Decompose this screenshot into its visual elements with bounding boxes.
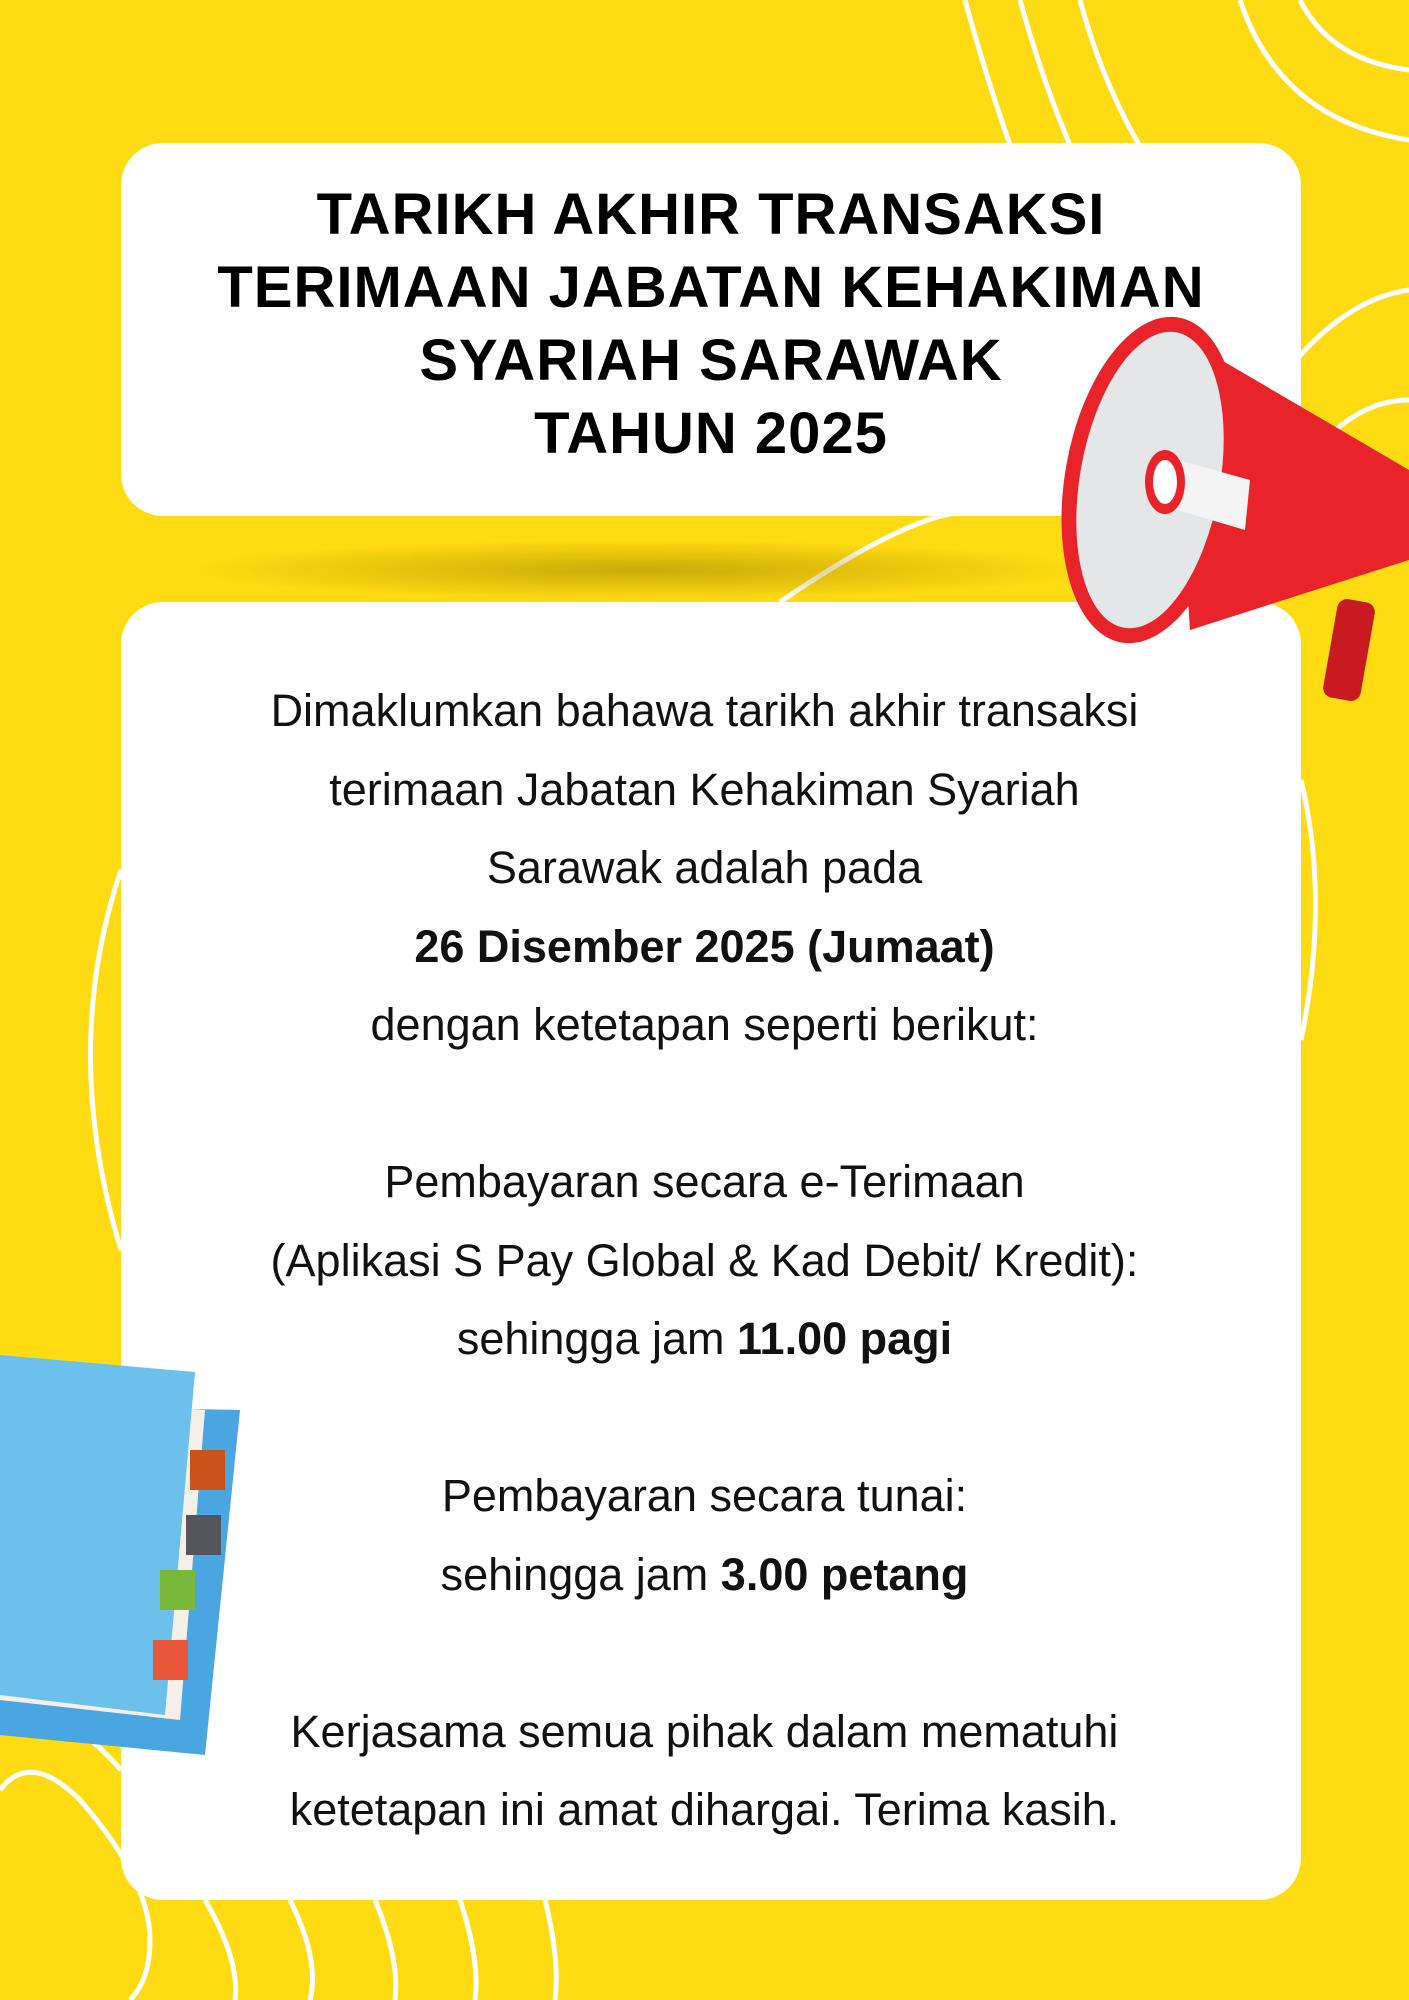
intro-line: Dimaklumkan bahawa tarikh akhir transaksi <box>270 685 1139 736</box>
title-line: TERIMAAN JABATAN KEHAKIMAN <box>217 255 1205 320</box>
intro-line: terimaan Jabatan Kehakiman Syariah <box>329 763 1080 815</box>
eterimaan-detail: (Aplikasi S Pay Global & Kad Debit/ Kredit): <box>270 1234 1139 1286</box>
cash-time: 3.00 petang <box>720 1548 969 1600</box>
intro-end: dengan ketetapan seperti berikut: <box>370 999 1039 1050</box>
title-line: TARIKH AKHIR TRANSAKSI <box>316 182 1106 247</box>
eterimaan-time: 11.00 pagi <box>737 1313 953 1364</box>
cash-heading: Pembayaran secara tunai: <box>441 1470 968 1521</box>
title-line: TAHUN 2025 <box>534 401 888 466</box>
eterimaan-prefix: sehingga jam <box>456 1313 738 1364</box>
intro-line: Sarawak adalah pada <box>486 842 923 893</box>
eterimaan-heading: Pembayaran secara e-Terimaan <box>384 1156 1025 1207</box>
title-line: SYARIAH SARAWAK <box>419 328 1003 393</box>
cash-prefix: sehingga jam <box>440 1548 721 1600</box>
deadline-date: 26 Disember 2025 (Jumaat) <box>414 920 995 972</box>
closing-line: ketetapan ini amat dihargai. Terima kasih. <box>289 1784 1120 1835</box>
closing-line: Kerjasama semua pihak dalam mematuhi <box>290 1705 1119 1757</box>
